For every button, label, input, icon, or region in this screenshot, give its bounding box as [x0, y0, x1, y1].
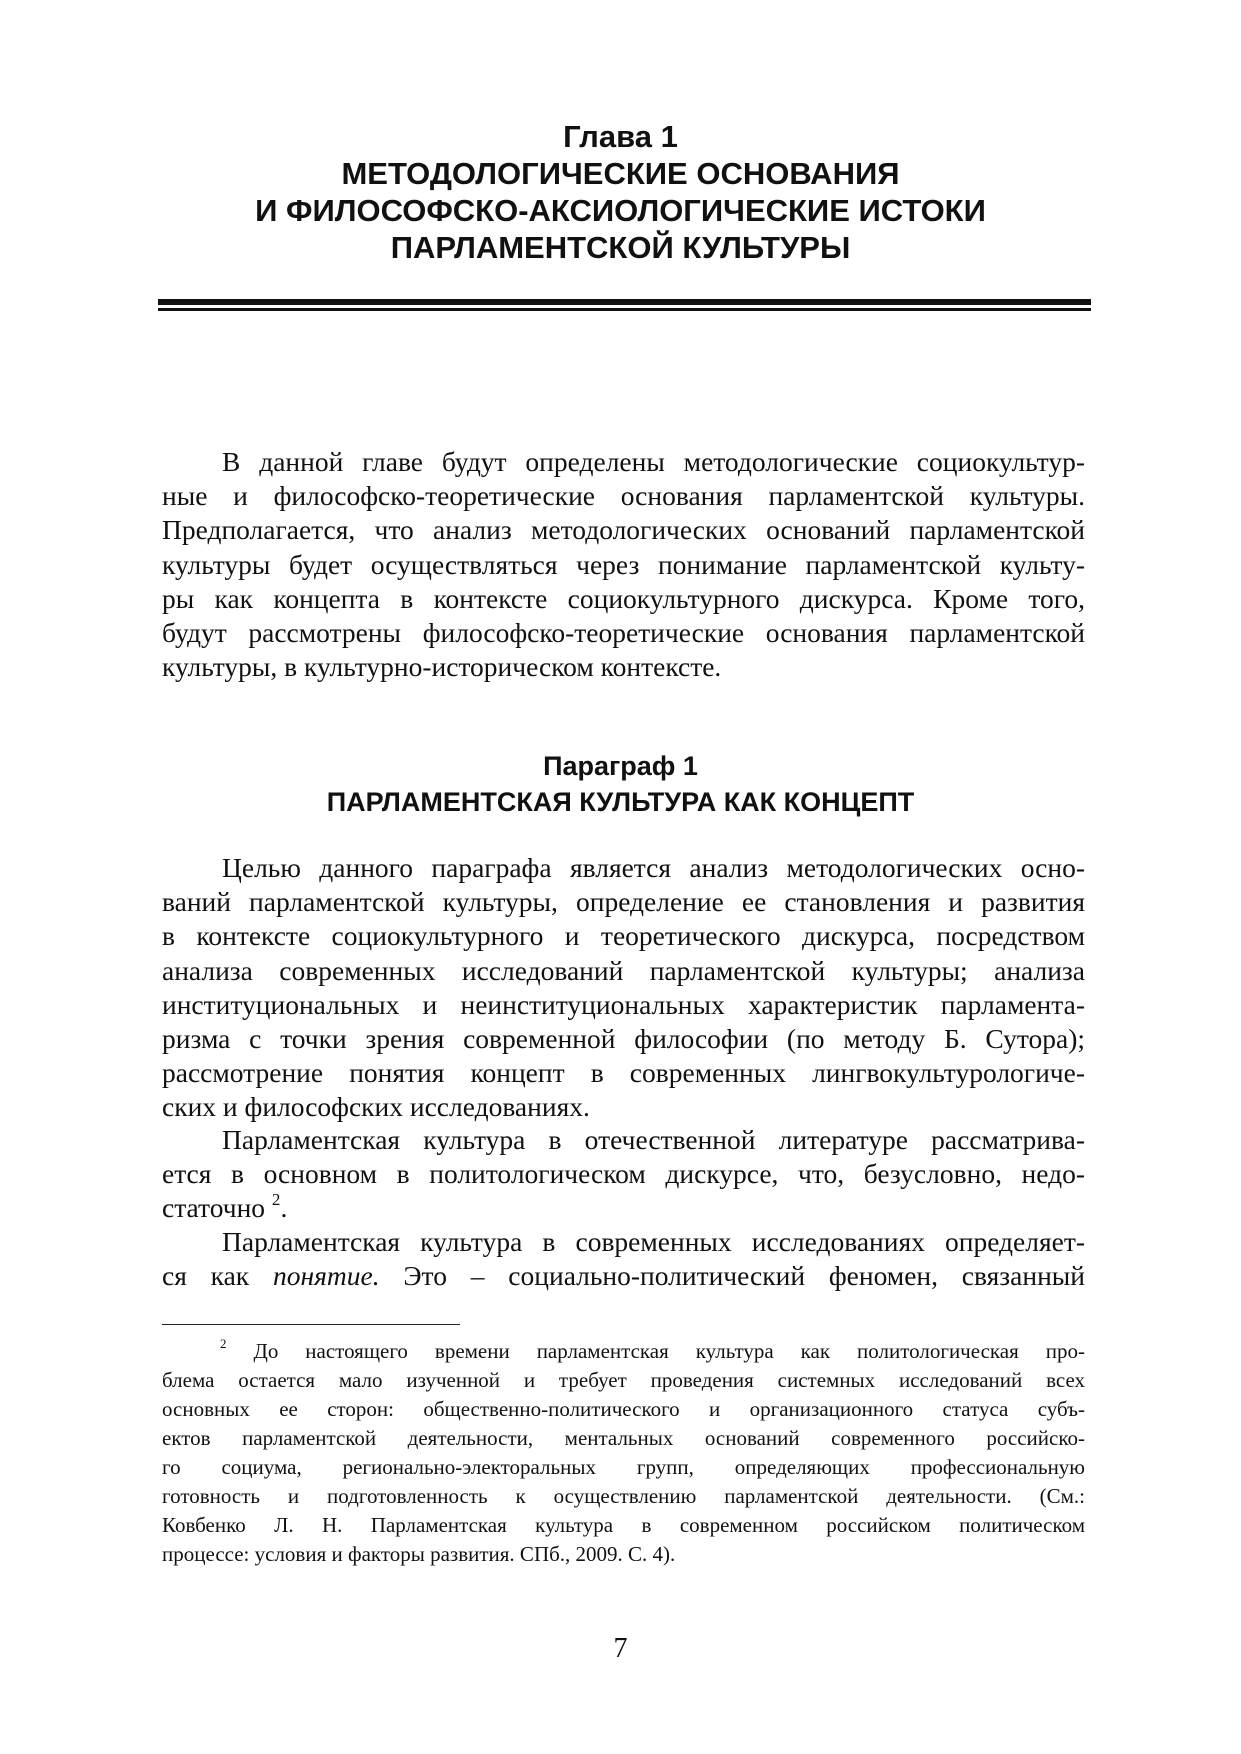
body-paragraph-1	[162, 851, 1085, 1125]
body-paragraph-3	[162, 1225, 1085, 1293]
chapter-intro-paragraph	[162, 445, 1085, 684]
chapter-label: Глава 1	[563, 119, 678, 154]
footnote-reference[interactable]: 2	[271, 1189, 281, 1209]
footnote	[162, 1337, 1085, 1569]
chapter-divider-thin	[158, 308, 1091, 311]
text-line: ры как концепта в контексте социокультурного дискурса. Кроме того,	[162, 582, 1085, 614]
section-heading	[160, 748, 1081, 820]
text-fragment: Это – социально-политический феномен, связанный	[379, 1260, 1085, 1292]
chapter-title-line: ПАРЛАМЕНТСКОЙ КУЛЬТУРЫ	[390, 230, 851, 265]
emphasized-term: понятие.	[272, 1260, 380, 1292]
section-label: Параграф 1	[543, 751, 698, 781]
text-line: в контексте социокультурного и теоретического дискурса, посредством	[162, 920, 1085, 952]
text-line: ризма с точки зрения современной философии (по методу Б. Сутора);	[162, 1022, 1085, 1054]
text-line: институциональных и неинституциональных характеристик парламента-	[162, 988, 1085, 1020]
text-line	[162, 1259, 1085, 1293]
footnote-marker: 2	[220, 1336, 227, 1352]
page-number: 7	[613, 1633, 628, 1664]
text-line: рассмотрение понятия концепт в современных лингвокультурологиче-	[162, 1057, 1085, 1089]
body-paragraph-2	[162, 1123, 1085, 1226]
text-line: культуры, в культурно-историческом контексте.	[162, 651, 722, 683]
text-line: ется в основном в политологическом дискурсе, что, безусловно, недо-	[162, 1158, 1085, 1190]
chapter-title-line: МЕТОДОЛОГИЧЕСКИЕ ОСНОВАНИЯ	[341, 156, 900, 191]
text-line: культуры будет осуществляться через понимание парламентской культу-	[162, 548, 1085, 580]
text-line: Парламентская культура в современных исследованиях определяет-	[222, 1226, 1085, 1257]
text-line: ектов парламентской деятельности, ментальных оснований современного российско-	[162, 1426, 1085, 1450]
chapter-title-line: И ФИЛОСОФСКО-АКСИОЛОГИЧЕСКИЕ ИСТОКИ	[255, 193, 986, 228]
text-fragment: ся как	[162, 1260, 273, 1292]
text-line: Предполагается, что анализ методологических оснований парламентской	[162, 514, 1085, 546]
text-line: анализа современных исследований парламентской культуры; анализа	[162, 954, 1085, 986]
text-line: В данной главе будут определены методологические социокультур-	[222, 446, 1085, 477]
text-line: блема остается мало изученной и требует проведения системных исследований всех	[162, 1368, 1085, 1392]
text-fragment: .	[280, 1192, 288, 1224]
chapter-divider-thick	[158, 299, 1091, 305]
text-line: Целью данного параграфа является анализ методологических осно-	[222, 852, 1085, 883]
text-line: Парламентская культура в отечественной литературе рассматрива-	[222, 1124, 1085, 1155]
text-line: ваний парламентской культуры, определение ее становления и развития	[162, 886, 1085, 918]
text-fragment: До настоящего времени парламентская культура как политологическая про-	[226, 1339, 1085, 1363]
text-line: го социума, регионально-электоральных групп, определяющих профессиональную	[162, 1455, 1085, 1479]
text-line: готовность и подготовленность к осуществлению парламентской деятельности. (См.:	[162, 1484, 1085, 1508]
text-line: процессе: условия и факторы развития. СПб., 2009. С. 4).	[162, 1542, 676, 1566]
text-line: основных ее сторон: общественно-политического и организационного статуса субъ-	[162, 1397, 1085, 1421]
section-title: ПАРЛАМЕНТСКАЯ КУЛЬТУРА КАК КОНЦЕПТ	[326, 787, 915, 817]
text-line: ских и философских исследованиях.	[162, 1091, 590, 1123]
text-line: ные и философско-теоретические основания парламентской культуры.	[162, 480, 1085, 512]
text-fragment: статочно	[162, 1192, 272, 1224]
text-line	[162, 1191, 1085, 1225]
text-line: будут рассмотрены философско-теоретические основания парламентской	[162, 616, 1085, 648]
text-line: Ковбенко Л. Н. Парламентская культура в современном российском политическом	[162, 1513, 1085, 1537]
text-line	[162, 1337, 1085, 1366]
chapter-heading	[160, 118, 1081, 266]
footnote-separator	[162, 1324, 460, 1325]
